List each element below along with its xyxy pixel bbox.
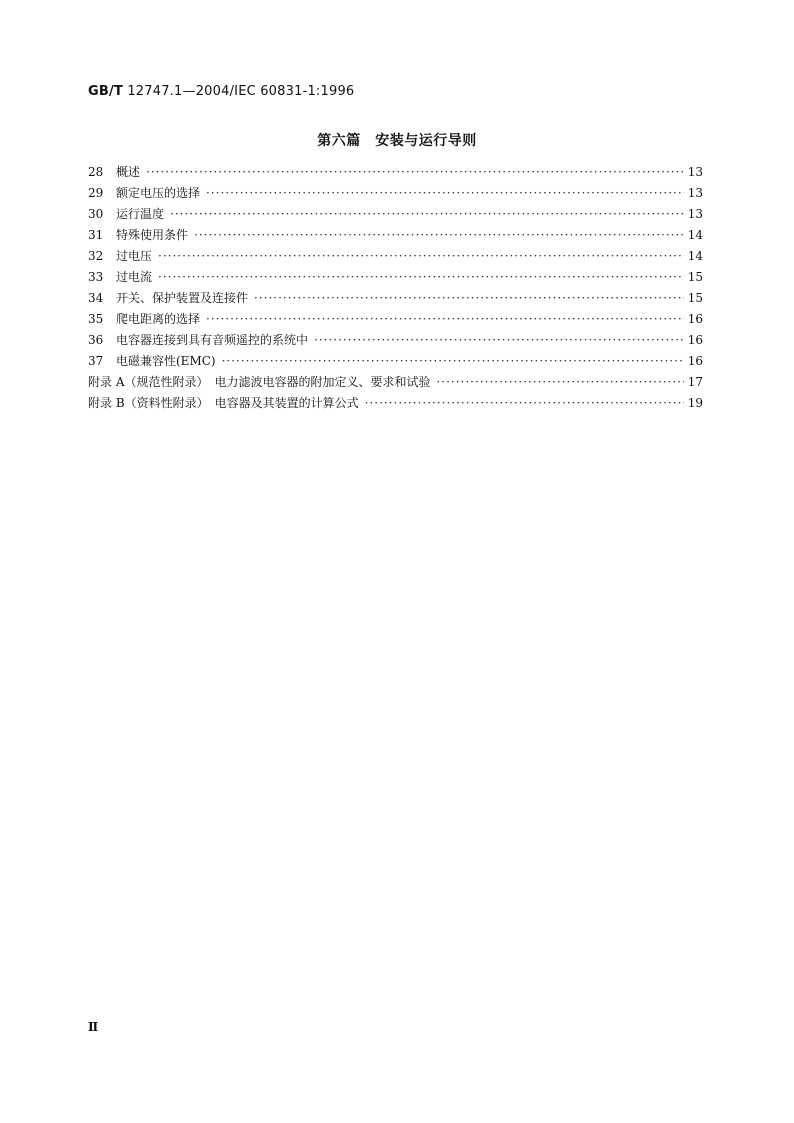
- toc-entry-page: 14: [687, 228, 703, 242]
- toc-entry-34[interactable]: [88, 288, 703, 309]
- document-header: [88, 84, 354, 99]
- toc-entry-number: 33: [88, 270, 104, 284]
- toc-leader-dots: [170, 204, 684, 225]
- standard-prefix: GB/T: [88, 84, 123, 99]
- toc-entry-31[interactable]: [88, 225, 703, 246]
- toc-entry-33[interactable]: [88, 267, 703, 288]
- page-number: Ⅱ: [88, 1020, 99, 1034]
- toc-entry-title: 开关、保护装置及连接件: [116, 291, 249, 305]
- toc-entry-37[interactable]: [88, 351, 703, 372]
- toc-entry-32[interactable]: [88, 246, 703, 267]
- toc-entry-page: 15: [687, 270, 703, 284]
- toc-entry-title: 爬电距离的选择: [116, 312, 201, 326]
- toc-entry-number: 34: [88, 291, 104, 305]
- toc-entry-page: 13: [687, 186, 703, 200]
- toc-entry-number: 28: [88, 165, 104, 179]
- toc-entry-30[interactable]: [88, 204, 703, 225]
- toc-entry-number: 36: [88, 333, 104, 347]
- toc-entry-36[interactable]: [88, 330, 703, 351]
- toc-entry-page: 19: [687, 396, 703, 410]
- toc-entry-page: 16: [687, 333, 703, 347]
- toc-leader-dots: [222, 351, 684, 372]
- toc-appendix-title: 附录 A（规范性附录） 电力滤波电容器的附加定义、要求和试验: [88, 375, 431, 389]
- toc-entry-number: 31: [88, 228, 104, 242]
- toc-entry-page: 17: [687, 375, 703, 389]
- toc-entry-page: 13: [687, 165, 703, 179]
- toc-entry-appendix-b[interactable]: [88, 393, 703, 414]
- toc-entry-title: 额定电压的选择: [116, 186, 201, 200]
- toc-entry-28[interactable]: [88, 162, 703, 183]
- toc-entry-number: 32: [88, 249, 104, 263]
- toc-leader-dots: [436, 372, 684, 393]
- toc-entry-page: 14: [687, 249, 703, 263]
- toc-entry-page: 16: [687, 354, 703, 368]
- toc-entry-title: 电磁兼容性(EMC): [116, 354, 216, 368]
- toc-leader-dots: [194, 225, 684, 246]
- toc-entry-title: 概述: [116, 165, 141, 179]
- toc-entry-number: 30: [88, 207, 104, 221]
- standard-number: 12747.1—2004/IEC 60831-1:1996: [123, 84, 355, 99]
- toc-entry-29[interactable]: [88, 183, 703, 204]
- toc-leader-dots: [146, 162, 684, 183]
- toc-entry-number: 29: [88, 186, 104, 200]
- toc-entry-title: 特殊使用条件: [116, 228, 189, 242]
- toc-leader-dots: [365, 393, 684, 414]
- toc-entry-page: 15: [687, 291, 703, 305]
- toc-entry-35[interactable]: [88, 309, 703, 330]
- toc-entry-number: 35: [88, 312, 104, 326]
- part-title: 第六篇 安装与运行导则: [317, 133, 477, 149]
- toc-entry-appendix-a[interactable]: [88, 372, 703, 393]
- toc-entry-title: 电容器连接到具有音频遥控的系统中: [116, 333, 309, 347]
- toc-entry-page: 13: [687, 207, 703, 221]
- toc-leader-dots: [314, 330, 684, 351]
- toc-leader-dots: [254, 288, 684, 309]
- toc-entry-title: 运行温度: [116, 207, 165, 221]
- toc-leader-dots: [206, 309, 684, 330]
- toc-leader-dots: [158, 246, 684, 267]
- toc-entry-title: 过电流: [116, 270, 153, 284]
- toc-leader-dots: [158, 267, 684, 288]
- toc-entry-page: 16: [687, 312, 703, 326]
- toc-entry-number: 37: [88, 354, 104, 368]
- toc-entry-title: 过电压: [116, 249, 153, 263]
- table-of-contents: [88, 162, 703, 414]
- toc-leader-dots: [206, 183, 684, 204]
- toc-appendix-title: 附录 B（资料性附录） 电容器及其装置的计算公式: [88, 396, 359, 410]
